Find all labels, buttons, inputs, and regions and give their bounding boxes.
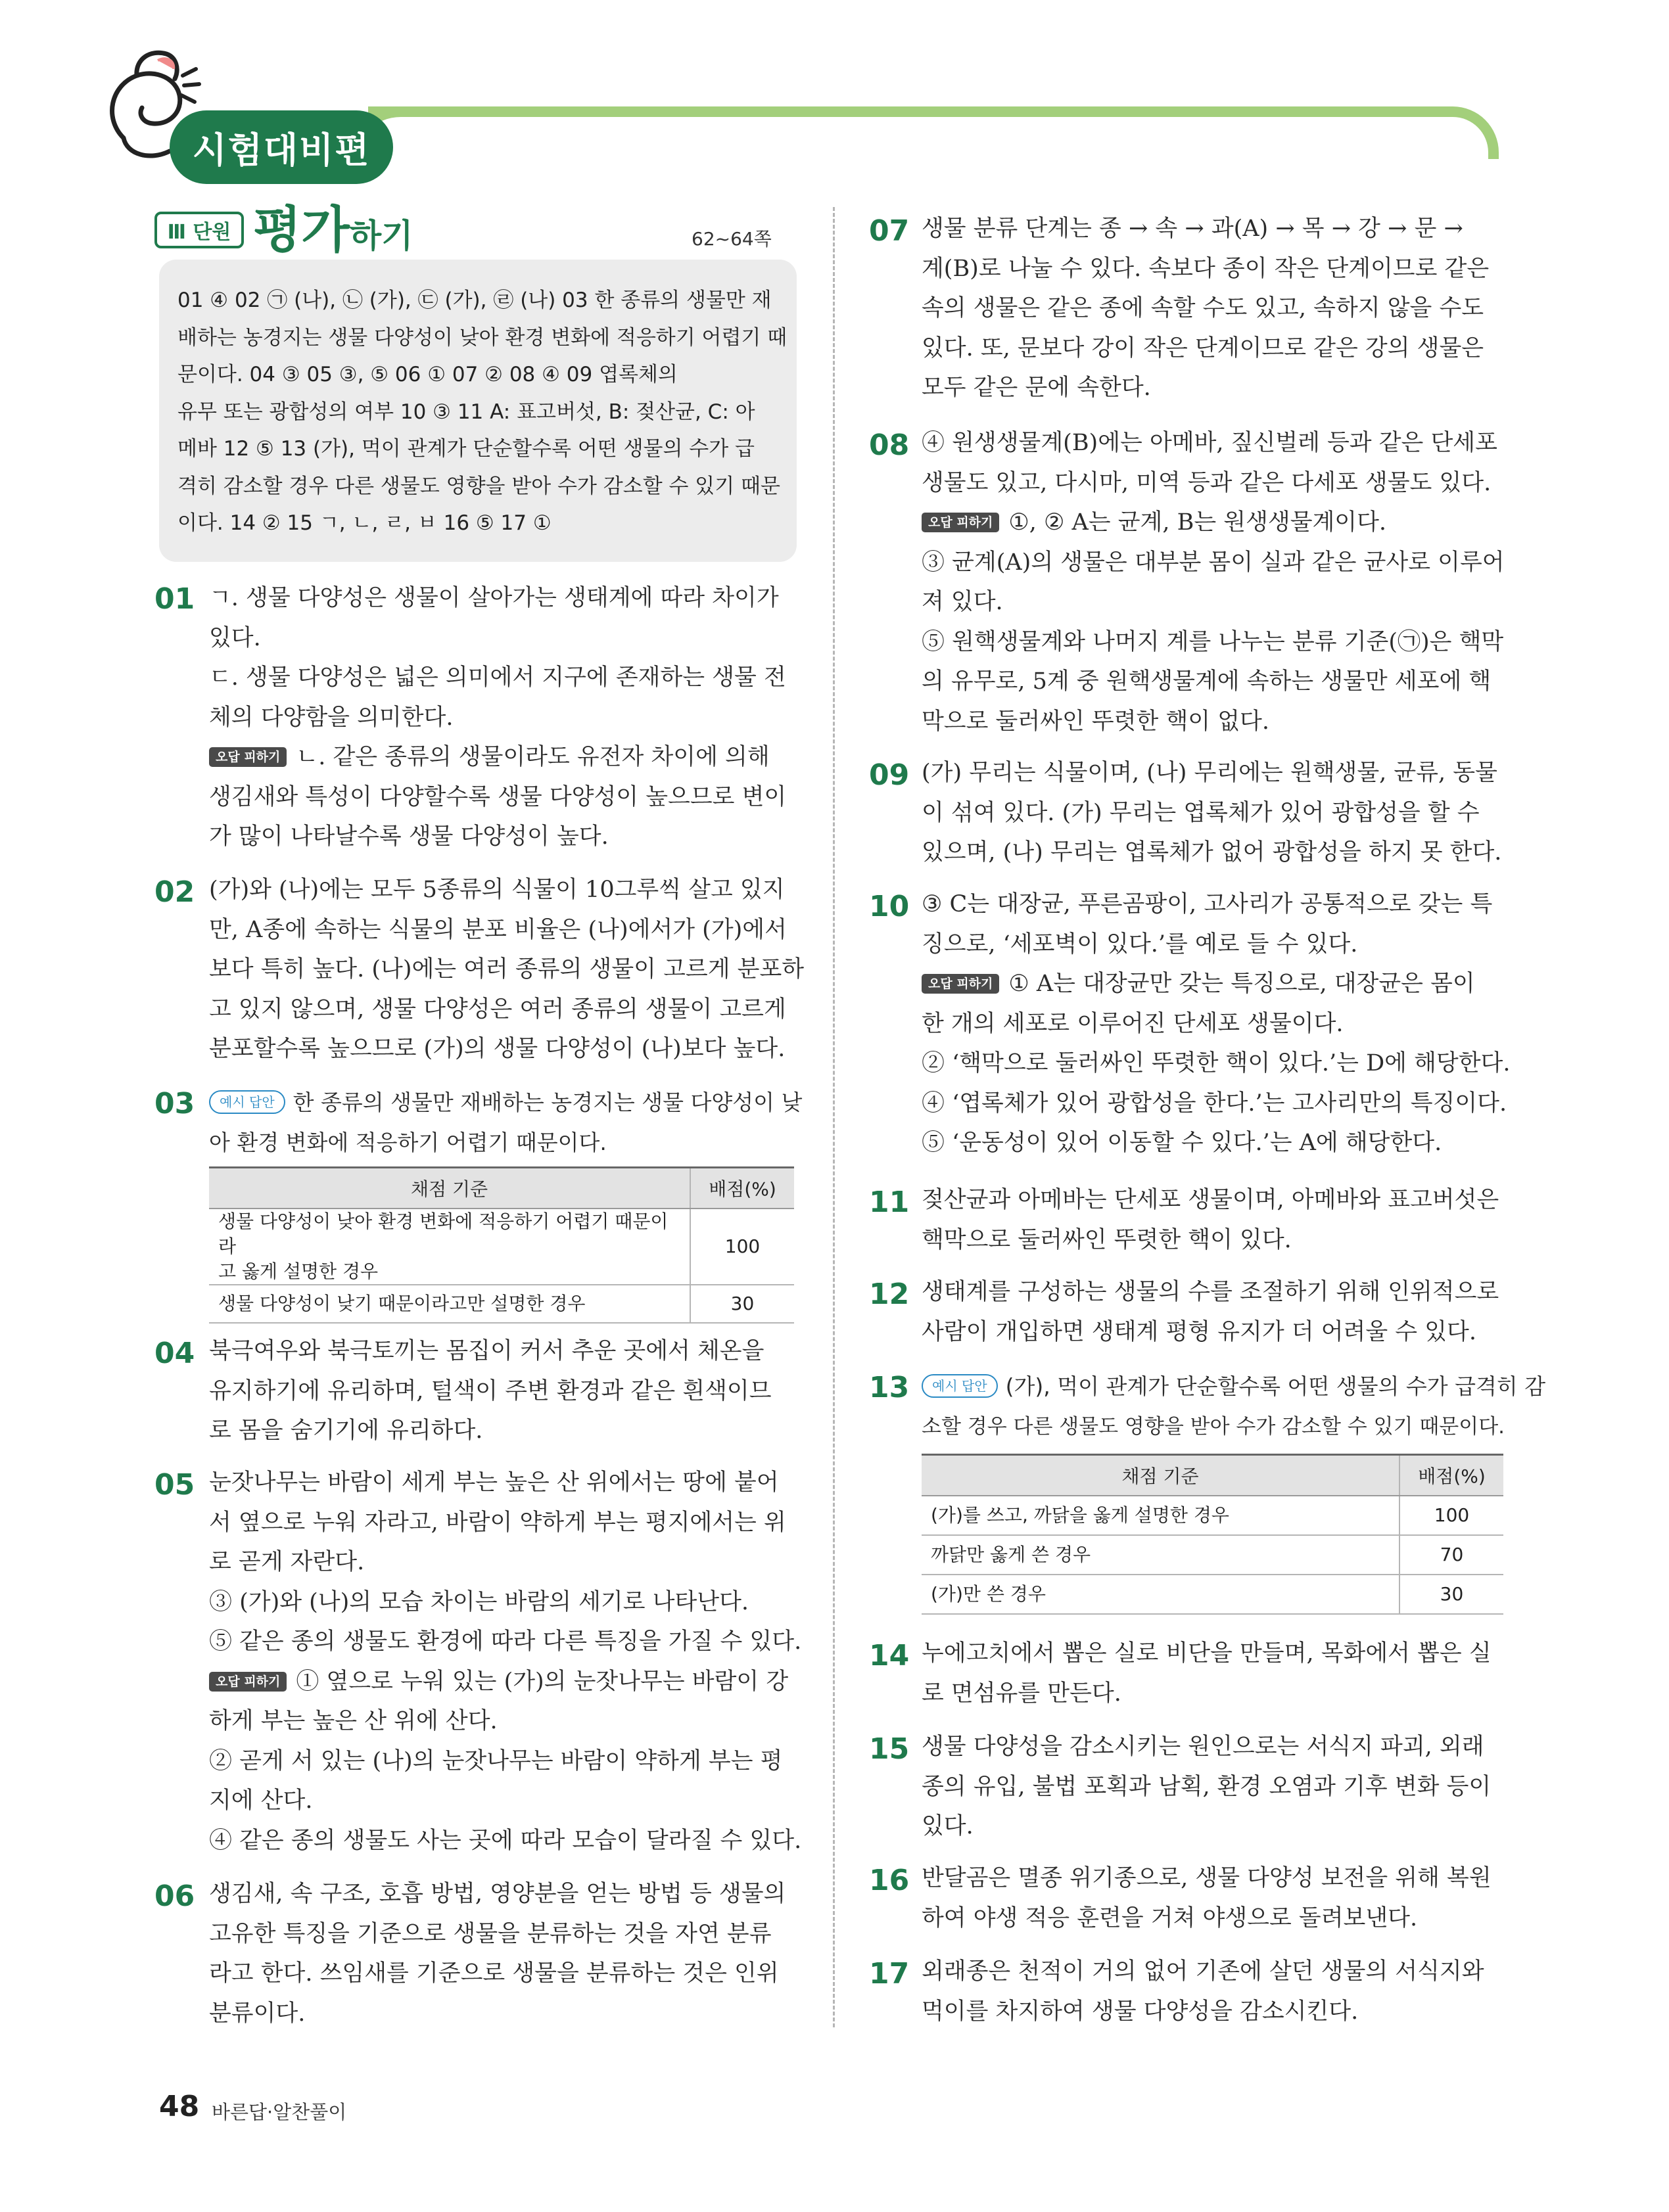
wrong-answer-tag: 오답 피하기 [922, 513, 999, 532]
answer-q13 [922, 1367, 1545, 1446]
answer-q03 [209, 1083, 802, 1163]
answer-key-line: 배하는 농경지는 생물 다양성이 낮아 환경 변화에 적응하기 어렵기 때 [177, 325, 787, 350]
text-line: 져 있다. [922, 589, 1003, 615]
example-answer-tag: 예시 답안 [209, 1090, 285, 1114]
answer-q08 [922, 423, 1505, 741]
table-cell: 생물 다양성이 낮기 때문이라고만 설명한 경우 [209, 1285, 690, 1323]
table-cell: 70 [1399, 1535, 1503, 1575]
text-line: 있다. [209, 624, 261, 651]
answer-q06 [209, 1874, 786, 2033]
table-header: 채점 기준 [209, 1168, 690, 1209]
text-line: ①, ② A는 균계, B는 원생생물계이다. [1008, 509, 1387, 536]
table-cell: 100 [690, 1209, 794, 1285]
section-title-sub: 하기 [349, 217, 413, 255]
text-line: 있다. 또, 문보다 강이 작은 단계이므로 같은 강의 생물은 [922, 334, 1484, 361]
text-line: 있으며, (나) 무리는 엽록체가 없어 광합성을 하지 못 한다. [922, 839, 1502, 865]
text-line: 유지하기에 유리하며, 털색이 주변 환경과 같은 흰색이므 [209, 1377, 772, 1404]
text-line: 하게 부는 높은 산 위에 산다. [209, 1708, 498, 1734]
text-line: 누에고치에서 뽑은 실로 비단을 만들며, 목화에서 뽑은 실 [922, 1640, 1492, 1667]
text-line: 소할 경우 다른 생물도 영향을 받아 수가 감소할 수 있기 때문이다. [922, 1414, 1505, 1439]
answer-key-line: 유무 또는 광합성의 여부 10 ③ 11 A: 표고버섯, B: 젖산균, C: 아 [177, 400, 755, 424]
text-line: 아 환경 변화에 적응하기 어렵기 때문이다. [209, 1129, 607, 1155]
table-cell: (가)를 쓰고, 까닭을 옳게 설명한 경우 [922, 1496, 1399, 1535]
text-line: 하여 야생 적응 훈련을 거쳐 야생으로 돌려보낸다. [922, 1904, 1418, 1931]
header-label: 시험대비편 [170, 110, 393, 184]
text-line: 속의 생물은 같은 종에 속할 수도 있고, 속하지 않을 수도 [922, 295, 1484, 321]
text-line: ① 옆으로 누워 있는 (가)의 눈잣나무는 바람이 강 [296, 1668, 789, 1695]
page-number: 48 [159, 2090, 200, 2123]
answer-q09 [922, 753, 1501, 873]
text-line: 종의 유입, 불법 포획과 남획, 환경 오염과 기후 변화 등이 [922, 1773, 1492, 1800]
table-header: 채점 기준 [922, 1455, 1399, 1496]
answer-key-box [159, 260, 797, 562]
text-line: 생김새, 속 구조, 호흡 방법, 영양분을 얻는 방법 등 생물의 [209, 1881, 786, 1907]
answer-q17 [922, 1952, 1484, 2031]
table-row [209, 1285, 794, 1323]
text-line: 라고 한다. 쓰임새를 기준으로 생물을 분류하는 것은 인위 [209, 1960, 779, 1987]
table-header: 배점(%) [690, 1168, 794, 1209]
text-line: 고유한 특징을 기준으로 생물을 분류하는 것을 자연 분류 [209, 1920, 772, 1947]
question-number: 09 [869, 758, 910, 792]
answer-key-line: 메바 12 ⑤ 13 (가), 먹이 관계가 단순할수록 어떤 생물의 수가 급 [177, 437, 755, 461]
text-line: 징으로, ‘세포벽이 있다.’를 예로 들 수 있다. [922, 931, 1358, 957]
table-cell: 100 [1399, 1496, 1503, 1535]
wrong-answer-tag: 오답 피하기 [209, 747, 287, 767]
header-rule [368, 106, 1499, 159]
text-line: 먹이를 차지하여 생물 다양성을 감소시킨다. [922, 1998, 1359, 2025]
text-line: 의 유무로, 5계 중 원핵생물계에 속하는 생물만 세포에 핵 [922, 668, 1492, 695]
text-line: (가), 먹이 관계가 단순할수록 어떤 생물의 수가 급격히 감 [1005, 1373, 1546, 1399]
text-line: 계(B)로 나눌 수 있다. 속보다 종이 작은 단계이므로 같은 [922, 255, 1490, 282]
text-line: 서 옆으로 누워 자라고, 바람이 약하게 부는 평지에서는 위 [209, 1509, 786, 1536]
table-row [209, 1209, 794, 1285]
text-line: ② 곧게 서 있는 (나)의 눈잣나무는 바람이 약하게 부는 평 [209, 1747, 783, 1774]
text-line: 분류이다. [209, 2000, 306, 2027]
answer-q12 [922, 1272, 1499, 1352]
footer-label: 바른답·알찬풀이 [212, 2101, 347, 2123]
question-number: 07 [869, 214, 910, 248]
text-line: (가) 무리는 식물이며, (나) 무리에는 원핵생물, 균류, 동물 [922, 760, 1497, 786]
text-line: ④ ‘엽록체가 있어 광합성을 한다.’는 고사리만의 특징이다. [922, 1090, 1507, 1117]
text-line: ⑤ ‘운동성이 있어 이동할 수 있다.’는 A에 해당한다. [922, 1130, 1442, 1156]
answer-q16 [922, 1858, 1492, 1938]
column-divider [833, 207, 835, 2027]
text-line: 핵막으로 둘러싸인 뚜렷한 핵이 있다. [922, 1226, 1292, 1253]
answer-q11 [922, 1180, 1499, 1260]
text-line: ① A는 대장균만 갖는 특징으로, 대장균은 몸이 [1008, 971, 1475, 997]
text-line: 고 있지 않으며, 생물 다양성은 여러 종류의 생물이 고르게 [209, 996, 786, 1023]
text-line: 생물도 있고, 다시마, 미역 등과 같은 다세포 생물도 있다. [922, 469, 1492, 496]
grading-table-q03 [209, 1166, 794, 1324]
question-number: 16 [869, 1864, 910, 1897]
grading-table-q13 [922, 1454, 1503, 1615]
table-row [922, 1535, 1503, 1575]
section-title-main: 평가 [253, 200, 350, 259]
text-line: 생김새와 특성이 다양할수록 생물 다양성이 높으므로 변이 [209, 783, 787, 810]
cell-line: 고 옳게 설명한 경우 [218, 1260, 379, 1282]
text-line: ③ (가)와 (나)의 모습 차이는 바람의 세기로 나타난다. [209, 1588, 749, 1615]
answer-q01 [209, 578, 786, 857]
table-row [922, 1575, 1503, 1614]
table-cell: 까닭만 옳게 쓴 경우 [922, 1535, 1399, 1575]
text-line: 막으로 둘러싸인 뚜렷한 핵이 없다. [922, 708, 1269, 735]
question-number: 10 [869, 890, 910, 923]
section-title [253, 200, 413, 265]
table-cell: 30 [690, 1285, 794, 1323]
text-line: 한 개의 세포로 이루어진 단세포 생물이다. [922, 1010, 1344, 1037]
text-line: ㄷ. 생물 다양성은 넓은 의미에서 지구에 존재하는 생물 전 [209, 664, 786, 691]
text-line: ③ 균계(A)의 생물은 대부분 몸이 실과 같은 균사로 이루어 [922, 549, 1505, 576]
question-number: 05 [154, 1468, 195, 1502]
answer-q05 [209, 1463, 801, 1860]
text-line: ⑤ 원핵생물계와 나머지 계를 나누는 분류 기준(㉠)은 핵막 [922, 628, 1504, 655]
text-line: 로 면섬유를 만든다. [922, 1680, 1121, 1707]
question-number: 14 [869, 1639, 910, 1672]
text-line: ④ 원생생물계(B)에는 아메바, 짚신벌레 등과 같은 단세포 [922, 430, 1497, 456]
text-line: 눈잣나무는 바람이 세게 부는 높은 산 위에서는 땅에 붙어 [209, 1469, 779, 1496]
answer-key-line: 격히 감소할 경우 다른 생물도 영향을 받아 수가 감소할 수 있기 때문 [177, 474, 780, 498]
answer-key-line: 01 ④ 02 ㉠ (나), ㉡ (가), ㉢ (가), ㉣ (나) 03 한 종류의 생물만 재 [177, 288, 772, 312]
question-number: 15 [869, 1732, 910, 1766]
table-header: 배점(%) [1399, 1455, 1503, 1496]
answer-q14 [922, 1634, 1492, 1713]
text-line: 모두 같은 문에 속한다. [922, 375, 1151, 401]
answer-q04 [209, 1331, 772, 1451]
text-line: ㄴ. 같은 종류의 생물이라도 유전자 차이에 의해 [296, 744, 770, 770]
question-number: 08 [869, 428, 910, 462]
text-line: 북극여우와 북극토끼는 몸집이 커서 추운 곳에서 체온을 [209, 1338, 764, 1364]
text-line: 이 섞여 있다. (가) 무리는 엽록체가 있어 광합성을 할 수 [922, 799, 1480, 826]
text-line: 젖산균과 아메바는 단세포 생물이며, 아메바와 표고버섯은 [922, 1187, 1499, 1213]
answer-q10 [922, 885, 1510, 1163]
text-line: ② ‘핵막으로 둘러싸인 뚜렷한 핵이 있다.’는 D에 해당한다. [922, 1050, 1511, 1076]
question-number: 13 [869, 1371, 910, 1404]
table-cell [209, 1209, 690, 1285]
text-line: ③ C는 대장균, 푸른곰팡이, 고사리가 공통적으로 갖는 특 [922, 891, 1493, 917]
answer-q15 [922, 1727, 1491, 1847]
text-line: 생물 분류 단계는 종 → 속 → 과(A) → 목 → 강 → 문 → [922, 216, 1463, 242]
text-line: 생물 다양성을 감소시키는 원인으로는 서식지 파괴, 외래 [922, 1734, 1484, 1760]
text-line: 한 종류의 생물만 재배하는 농경지는 생물 다양성이 낮 [293, 1090, 803, 1115]
question-number: 01 [154, 582, 195, 616]
answer-q07 [922, 209, 1489, 408]
text-line: ㄱ. 생물 다양성은 생물이 살아가는 생태계에 따라 차이가 [209, 585, 779, 611]
table-cell: 30 [1399, 1575, 1503, 1614]
question-number: 02 [154, 875, 195, 909]
text-line: 로 몸을 숨기기에 유리하다. [209, 1417, 483, 1444]
answer-key-line: 이다. 14 ② 15 ㄱ, ㄴ, ㄹ, ㅂ 16 ⑤ 17 ① [177, 511, 552, 535]
question-number: 06 [154, 1879, 195, 1913]
text-line: 분포할수록 높으므로 (가)의 생물 다양성이 (나)보다 높다. [209, 1036, 786, 1062]
text-line: 반달곰은 멸종 위기종으로, 생물 다양성 보전을 위해 복원 [922, 1865, 1492, 1891]
table-row [922, 1496, 1503, 1535]
text-line: (가)와 (나)에는 모두 5종류의 식물이 10그루씩 살고 있지 [209, 877, 785, 903]
text-line: 로 곧게 자란다. [209, 1549, 365, 1575]
answer-key-line: 문이다. 04 ③ 05 ③, ⑤ 06 ① 07 ② 08 ④ 09 엽록체의 [177, 363, 678, 386]
cell-line: 생물 다양성이 낮아 환경 변화에 적응하기 어렵기 때문이라 [218, 1210, 669, 1257]
text-line: 체의 다양함을 의미한다. [209, 704, 454, 731]
text-line: 외래종은 천적이 거의 없어 기존에 살던 생물의 서식지와 [922, 1958, 1484, 1985]
text-line: 사람이 개입하면 생태계 평형 유지가 더 어려울 수 있다. [922, 1318, 1476, 1345]
text-line: 보다 특히 높다. (나)에는 여러 종류의 생물이 고르게 분포하 [209, 956, 805, 982]
text-line: 지에 산다. [209, 1787, 313, 1814]
question-number: 04 [154, 1337, 195, 1370]
text-line: 만, A종에 속하는 식물의 분포 비율은 (나)에서가 (가)에서 [209, 916, 787, 943]
page-range: 62~64쪽 [692, 228, 772, 250]
text-line: 생태계를 구성하는 생물의 수를 조절하기 위해 인위적으로 [922, 1279, 1499, 1305]
question-number: 03 [154, 1087, 195, 1120]
unit-badge: Ⅲ 단원 [154, 212, 244, 248]
wrong-answer-tag: 오답 피하기 [209, 1672, 287, 1692]
answer-q02 [209, 870, 804, 1069]
text-line: 가 많이 나타날수록 생물 다양성이 높다. [209, 823, 609, 850]
text-line: 있다. [922, 1813, 974, 1839]
question-number: 17 [869, 1957, 910, 1991]
text-line: ④ 같은 종의 생물도 사는 곳에 따라 모습이 달라질 수 있다. [209, 1827, 802, 1854]
example-answer-tag: 예시 답안 [922, 1374, 998, 1398]
table-cell: (가)만 쓴 경우 [922, 1575, 1399, 1614]
text-line: ⑤ 같은 종의 생물도 환경에 따라 다른 특징을 가질 수 있다. [209, 1628, 802, 1655]
question-number: 12 [869, 1278, 910, 1311]
question-number: 11 [869, 1186, 910, 1219]
wrong-answer-tag: 오답 피하기 [922, 974, 999, 994]
